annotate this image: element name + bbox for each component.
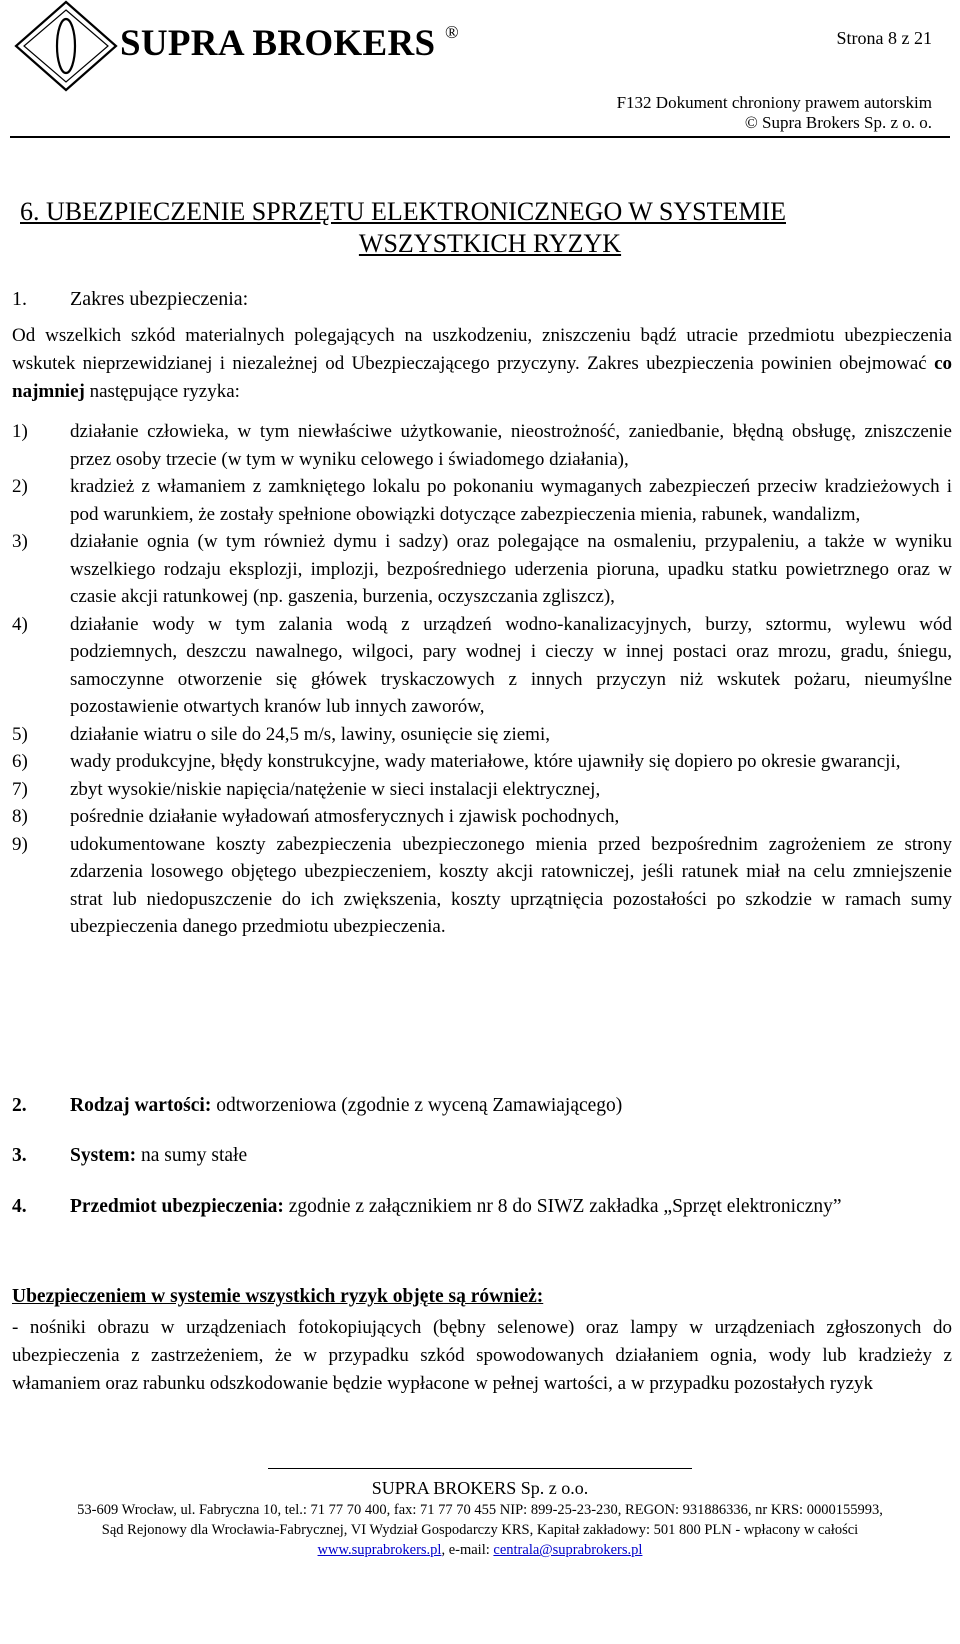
scope-heading: 1. Zakres ubezpieczenia:	[12, 288, 249, 310]
scope-intro: Od wszelkich szkód materialnych polegających na uszkodzeniu, zniszczeniu bądź utracie przedmiotu ubezpieczenia wskutek nieprzewidzianej i niezależnej od Ubezpieczającego przyczyny. Zakres ubezpieczenia powinien obejmować co najmniej następujące ryzyka:	[12, 325, 952, 402]
email-link[interactable]: centrala@suprabrokers.pl	[493, 1542, 643, 1558]
section-title	[20, 196, 940, 260]
copyright-owner: © Supra Brokers Sp. z o. o.	[744, 113, 932, 132]
footer-court: Sąd Rejonowy dla Wrocławia-Fabrycznej, VI Wydział Gospodarczy KRS, Kapitał zakładowy: 501 800 PLN - wpłacony w całości	[101, 1522, 859, 1538]
list-item: 7) zbyt wysokie/niskie napięcia/natężenie w sieci instalacji elektrycznej,	[12, 778, 601, 800]
list-item: 2) kradzież z włamaniem z zamkniętego lokalu po pokonaniu wymaganych zabezpieczeń przeciw kradzieżowych i pod warunkiem, że zostały spełnione obowiązki dotyczące zabezpieczenia mienia, rabunek, wandalizm,	[12, 476, 952, 525]
list-item: 4) działanie wody w tym zalania wodą z urządzeń wodno-kanalizacyjnych, burzy, sztormu, wylewu wód podziemnych, deszczu nawalnego, wilgoci, pary wodnej i cieczy w innej postaci oraz mrozu, gradu, śniegu, samoczynne otworzenie się główek tryskaczowych z innych przyczyn niż wskutek pożaru, nieumyślne pozostawienie otwartych kranów lub innych zaworów,	[12, 613, 952, 717]
all-risks-heading: Ubezpieczeniem w systemie wszystkich ryzyk objęte są również:	[12, 1286, 544, 1307]
supra-brokers-logo-icon	[14, 0, 118, 92]
list-item: 3) działanie ognia (w tym również dymu i sadzy) oraz polegające na osmaleniu, przypaleniu, a także w wyniku wszelkiego rodzaju eksplozji, implozji, bezpośredniego uderzenia pioruna, upadku statku powietrznego oraz w czasie akcji ratunkowej (np. gaszenia, burzenia, oczyszczania zgliszcz),	[12, 531, 952, 607]
brand-name: SUPRA BROKERS ®	[120, 21, 459, 64]
footer-contact: www.suprabrokers.pl, e-mail: centrala@suprabrokers.pl	[317, 1542, 643, 1558]
website-link[interactable]: www.suprabrokers.pl	[317, 1542, 442, 1558]
footer-company: SUPRA BROKERS Sp. z o.o.	[371, 1478, 589, 1498]
list-item: 8) pośrednie działanie wyładowań atmosferycznych i zjawisk pochodnych,	[12, 806, 620, 827]
all-risks-text: - nośniki obrazu w urządzeniach fotokopiujących (bębny selenowe) oraz lampy w urządzeniach zgłoszonych do ubezpieczenia z zastrzeżeniem, że w przypadku szkód spowodowanych działaniem ognia, wody lub kradzieży z włamaniem oraz rabunku odszkodowanie będzie wypłacone w pełnej wartości, a w przypadku pozostałych ryzyk	[12, 1317, 952, 1394]
header-divider	[10, 136, 950, 138]
list-item: 6) wady produkcyjne, błędy konstrukcyjne, wady materiałowe, które ujawniły się dopiero po okresie gwarancji,	[12, 751, 901, 772]
value-type-item: 2. Rodzaj wartości: odtworzeniowa (zgodnie z wyceną Zamawiającego)	[12, 1095, 623, 1116]
list-item: 9) udokumentowane koszty zabezpieczenia ubezpieczonego mienia przed bezpośrednim zagrożeniem ze strony zdarzenia losowego objętego ubezpieczeniem, koszty akcji ratowniczej, jeśli ratunek miał na celu zmniejszenie strat lub niedopuszczenie do ich zwiększenia, koszty uprzątnięcia pozostałości po szkodzie w ramach sumy ubezpieczenia danego przedmiotu ubezpieczenia.	[12, 833, 952, 937]
section-title-line-1: 6. UBEZPIECZENIE SPRZĘTU ELEKTRONICZNEGO W SYSTEMIE	[20, 197, 786, 226]
system-item: 3. System: na sumy stałe	[12, 1145, 248, 1166]
footer-address: 53-609 Wrocław, ul. Fabryczna 10, tel.: 71 77 70 400, fax: 71 77 70 455 NIP: 899-25-23-230, REGON: 931886336, nr KRS: 0000155993,	[77, 1502, 883, 1518]
page-number: Strona 8 z 21	[836, 28, 932, 48]
section-title-line-2: WSZYSTKICH RYZYK	[358, 229, 622, 258]
risk-list	[12, 418, 952, 941]
subject-item: 4. Przedmiot ubezpieczenia: zgodnie z załącznikiem nr 8 do SIWZ zakładka „Sprzęt elektroniczny”	[12, 1196, 842, 1217]
list-item: 5) działanie wiatru o sile do 24,5 m/s, lawiny, osunięcie się ziemi,	[12, 723, 550, 745]
list-item: 1) działanie człowieka, w tym niewłaściwe użytkowanie, nieostrożność, zaniedbanie, błędną obsługę, zniszczenie przez osoby trzecie (w tym w wyniku celowego i świadomego działania),	[12, 421, 952, 470]
footer-divider	[268, 1468, 692, 1469]
copyright-notice: F132 Dokument chroniony prawem autorskim	[616, 93, 932, 112]
